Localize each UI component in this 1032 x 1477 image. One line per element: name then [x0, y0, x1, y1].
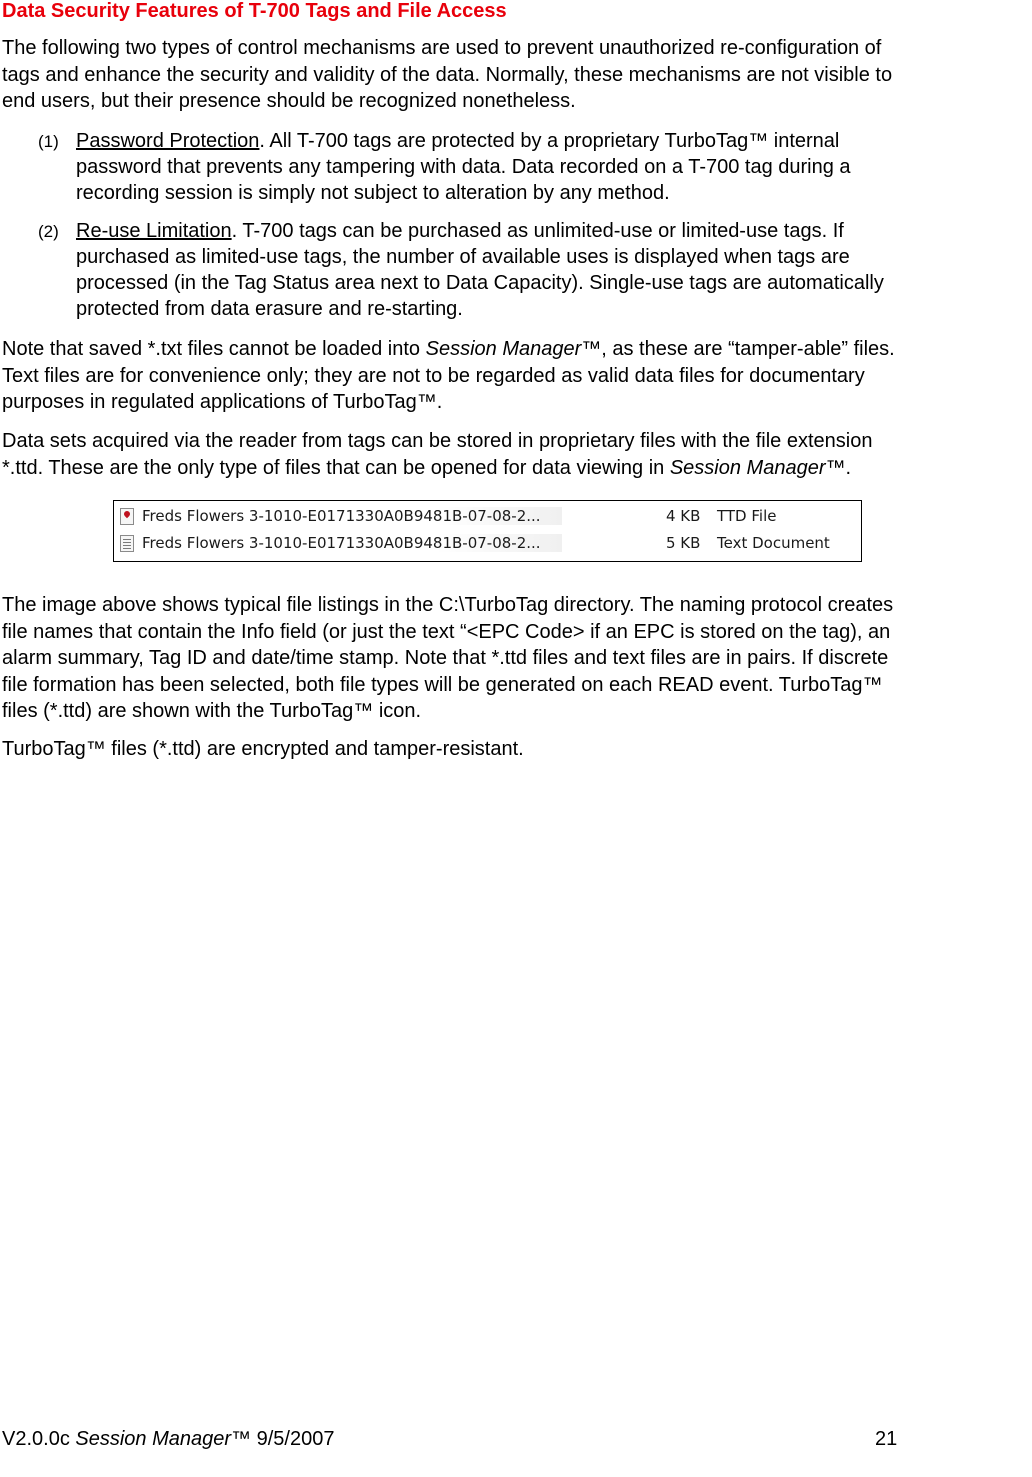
list-item-body	[76, 218, 884, 322]
list-item-body	[76, 128, 851, 206]
text-line: The following two types of control mechanisms are used to prevent unauthorized re-configuration of	[2, 37, 882, 59]
file-size: 5 KB	[666, 534, 701, 552]
file-type: TTD File	[717, 507, 777, 525]
footer-date: 9/5/2007	[251, 1428, 335, 1450]
file-listing-screenshot	[113, 500, 862, 562]
file-name: Freds Flowers 3-1010-E0171330A0B9481B-07-08-2...	[142, 534, 562, 552]
text-line: file names that contain the Info field (or just the text “<EPC Code> if an EPC is stored on the tag), an	[2, 620, 891, 643]
text-line: The image above shows typical file listings in the C:\TurboTag directory. The naming protocol creates	[2, 594, 894, 616]
footer-product: Session Manager™	[75, 1428, 252, 1450]
text-line: protected from data erasure and re-starting.	[76, 298, 463, 320]
text-line: Text files are for convenience only; they are not to be regarded as valid data files for documentary	[2, 364, 865, 387]
text-document-icon	[120, 535, 134, 552]
page-footer	[2, 1428, 334, 1450]
image-description-paragraph	[2, 592, 1032, 725]
text-span: Note that saved *.txt files cannot be loaded into	[2, 338, 426, 360]
text-span: , as these are “tamper-able” files.	[601, 338, 895, 360]
file-row[interactable]	[114, 505, 861, 529]
text-line: purposes in regulated applications of TurboTag™.	[2, 391, 443, 413]
text-line: TurboTag™ files (*.ttd) are encrypted and tamper-resistant.	[2, 738, 524, 760]
text-line	[76, 218, 884, 244]
file-type: Text Document	[717, 534, 830, 552]
list-item-title: Password Protection	[76, 130, 260, 152]
text-line: processed (in the Tag Status area next to Data Capacity). Single-use tags are automatically	[76, 272, 884, 294]
text-line: files (*.ttd) are shown with the TurboTag™ icon.	[2, 700, 422, 722]
section-heading: Data Security Features of T-700 Tags and File Access	[2, 0, 507, 22]
closing-paragraph	[2, 736, 1032, 763]
product-name: Session Manager™	[425, 338, 602, 360]
text-line	[2, 336, 1032, 363]
page-number: 21	[875, 1428, 898, 1450]
turbotag-file-icon	[120, 508, 134, 525]
file-row[interactable]	[114, 532, 861, 556]
file-size: 4 KB	[666, 507, 701, 525]
datasets-paragraph	[2, 428, 1032, 481]
text-span: *.ttd. These are the only type of files that can be opened for data viewing in	[2, 456, 670, 479]
text-span: .	[845, 456, 852, 479]
file-name: Freds Flowers 3-1010-E0171330A0B9481B-07-08-2...	[142, 507, 562, 525]
text-line: password that prevents any tampering with data. Data recorded on a T-700 tag during a	[76, 156, 851, 178]
text-line: file formation has been selected, both file types will be generated on each READ event. TurboTag™	[2, 673, 883, 696]
text-line: tags and enhance the security and validity of the data. Normally, these mechanisms are not visible to	[2, 63, 893, 86]
footer-version: V2.0.0c	[2, 1428, 76, 1450]
product-name: Session Manager™	[669, 456, 846, 479]
list-number: (2)	[38, 222, 59, 241]
text-span: . All T-700 tags are protected by a proprietary TurboTag™ internal	[259, 130, 840, 152]
note-paragraph	[2, 336, 1032, 416]
text-span: . T-700 tags can be purchased as unlimited-use or limited-use tags. If	[231, 220, 844, 242]
list-item-title: Re-use Limitation	[76, 220, 232, 242]
text-line	[76, 128, 851, 154]
text-line	[2, 455, 1032, 482]
text-line: end users, but their presence should be recognized nonetheless.	[2, 90, 576, 112]
list-number: (1)	[38, 132, 59, 151]
text-line: Data sets acquired via the reader from tags can be stored in proprietary files with the file extension	[2, 430, 873, 452]
intro-paragraph	[2, 35, 1032, 115]
text-line: recording session is simply not subject to alteration by any method.	[76, 182, 670, 204]
text-line: purchased as limited-use tags, the number of available uses is displayed when tags are	[76, 246, 850, 268]
text-line: alarm summary, Tag ID and date/time stamp. Note that *.ttd files and text files are in pairs. If discrete	[2, 647, 889, 669]
